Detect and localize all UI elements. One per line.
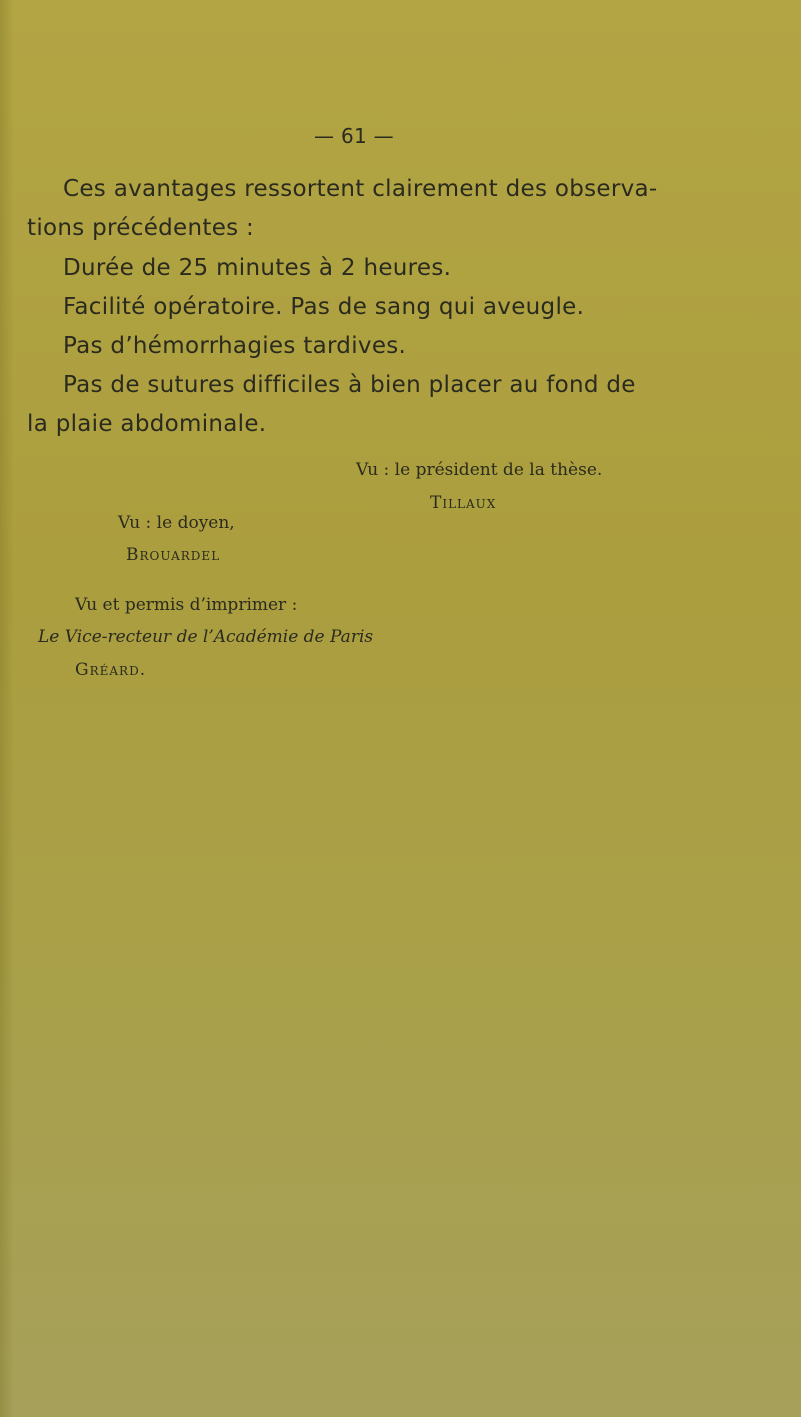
body-line-5: Pas d’hémorrhagies tardives.: [63, 333, 407, 359]
body-line-7: la plaie abdominale.: [27, 411, 267, 437]
body-line-3: Durée de 25 minutes à 2 heures.: [63, 255, 452, 281]
president-name: Tillaux: [430, 493, 497, 513]
doyen-name: Brouardel: [126, 545, 221, 565]
vice-recteur-name: Gréard.: [75, 660, 147, 680]
body-line-4: Facilité opératoire. Pas de sang qui aveugle.: [63, 294, 585, 320]
page-edge-shadow: [0, 0, 14, 1417]
body-line-6: Pas de sutures difficiles à bien placer au fond de: [63, 372, 636, 398]
president-approval: Vu : le président de la thèse.: [356, 460, 603, 480]
body-line-2: tions précédentes :: [27, 215, 255, 241]
permis-line: Vu et permis d’imprimer :: [75, 595, 298, 615]
body-line-1: Ces avantages ressortent clairement des observa-: [63, 176, 658, 202]
doyen-approval: Vu : le doyen,: [118, 513, 235, 533]
vice-recteur-title: Le Vice-recteur de l’Académie de Paris: [38, 627, 374, 647]
page-number: — 61 —: [314, 124, 394, 148]
